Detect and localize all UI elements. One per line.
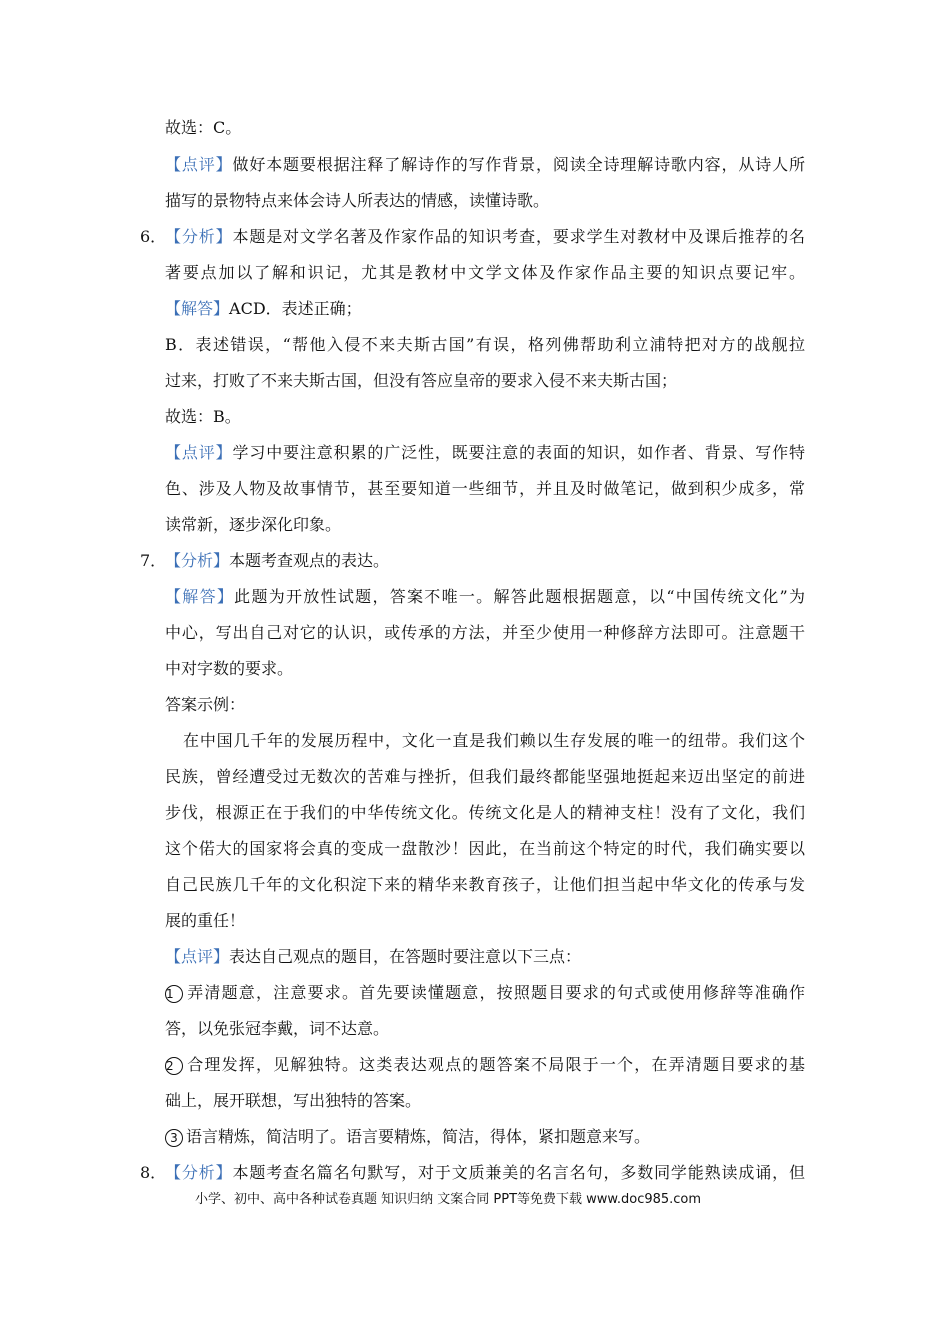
circled-number: 2 xyxy=(165,1057,183,1075)
q7-example-text-5: 自己民族几千年的文化积淀下来的精华来教育孩子，让他们担当起中华文化的传承与发 xyxy=(165,875,805,894)
q7-example-text-4: 这个偌大的国家将会真的变成一盘散沙！因此，在当前这个特定的时代，我们确实要以 xyxy=(165,839,805,858)
q6-analysis-text-1: 本题是对文学名著及作家作品的知识考查，要求学生对教材中及课后推荐的名 xyxy=(232,227,805,246)
q7-point-1 xyxy=(165,978,805,1008)
q7-comment xyxy=(165,942,805,972)
q7-answer-text-3: 中对字数的要求。 xyxy=(165,659,294,678)
analysis-tag: 【分析】 xyxy=(165,551,230,570)
circled-number: 1 xyxy=(165,985,183,1003)
q6-answer xyxy=(165,294,805,324)
q7-point-2-text-1: 合理发挥，见解独特。这类表达观点的题答案不局限于一个，在弄清题目要求的基 xyxy=(186,1055,805,1074)
q7-point-2-text-2: 础上，展开联想，写出独特的答案。 xyxy=(165,1091,422,1110)
q7-analysis xyxy=(165,546,805,576)
answer-tag: 【解答】 xyxy=(165,299,230,318)
q7-analysis-text-1: 本题考查观点的表达。 xyxy=(229,551,390,570)
q7-point-1-text-2: 答，以免张冠李戴，词不达意。 xyxy=(165,1019,390,1038)
answer-tag: 【解答】 xyxy=(165,587,235,606)
q8-analysis-text-1: 本题考查名篇名句默写，对于文质兼美的名言名句，多数同学能熟读成诵，但 xyxy=(232,1163,805,1182)
q6-comment xyxy=(165,438,805,468)
q6-comment-text-2: 色、涉及人物及故事情节，甚至要知道一些细节，并且及时做笔记，做到积少成多，常 xyxy=(165,479,805,498)
comment-tag: 【点评】 xyxy=(165,443,233,462)
q6-answer-text-2: B．表述错误，“帮他入侵不来夫斯古国”有误，格列佛帮助利立浦特把对方的战舰拉 xyxy=(165,335,805,354)
q7-example-text-2: 民族，曾经遭受过无数次的苦难与挫折，但我们最终都能坚强地挺起来迈出坚定的前进 xyxy=(165,767,805,786)
analysis-tag: 【分析】 xyxy=(165,227,233,246)
analysis-tag: 【分析】 xyxy=(165,1163,233,1182)
q7-example-label: 答案示例： xyxy=(165,695,246,714)
q5-comment-text-1: 做好本题要根据注释了解诗作的写作背景，阅读全诗理解诗歌内容，从诗人所 xyxy=(232,155,805,174)
q7-comment-text-1: 表达自己观点的题目，在答题时要注意以下三点： xyxy=(229,947,582,966)
q6-analysis-text-2: 著要点加以了解和识记，尤其是教材中文学文体及作家作品主要的知识点要记牢。 xyxy=(165,263,805,282)
q6-comment-text-3: 读常新，逐步深化印象。 xyxy=(165,515,342,534)
q7-point-3-text-1: 语言精炼，简洁明了。语言要精炼，简洁，得体，紧扣题意来写。 xyxy=(186,1127,651,1146)
question-number-8: 8． xyxy=(140,1163,167,1182)
q7-example-text-6: 展的重任！ xyxy=(165,911,246,930)
question-number-6: 6． xyxy=(140,227,167,246)
q6-comment-text-1: 学习中要注意积累的广泛性，既要注意的表面的知识，如作者、背景、写作特 xyxy=(232,443,805,462)
q7-answer-text-2: 中心，写出自己对它的认识，或传承的方法，并至少使用一种修辞方法即可。注意题干 xyxy=(165,623,805,642)
q5-comment-text-2: 描写的景物特点来体会诗人所表达的情感，读懂诗歌。 xyxy=(165,191,550,210)
q7-example-text-3: 步伐，根源正在于我们的中华传统文化。传统文化是人的精神支柱！没有了文化，我们 xyxy=(165,803,805,822)
q7-point-1-text-1: 弄清题意，注意要求。首先要读懂题意，按照题目要求的句式或使用修辞等准确作 xyxy=(186,983,805,1002)
q6-answer-text-1: ACD．表述正确； xyxy=(229,299,362,318)
question-number-7: 7． xyxy=(140,551,167,570)
page-footer: 小学、初中、高中各种试卷真题 知识归纳 文案合同 PPT等免费下载 www.doc985.com xyxy=(195,1192,702,1207)
q6-answer-text-3: 过来，打败了不来夫斯古国，但没有答应皇帝的要求入侵不来夫斯古国； xyxy=(165,371,678,390)
comment-tag: 【点评】 xyxy=(165,947,230,966)
comment-tag: 【点评】 xyxy=(165,155,233,174)
q6-analysis xyxy=(165,222,805,252)
q7-point-2 xyxy=(165,1050,805,1080)
q5-comment xyxy=(165,150,805,180)
q6-conclusion: 故选：B。 xyxy=(165,407,241,426)
q7-point-3 xyxy=(165,1122,805,1152)
q7-example-text-1: 在中国几千年的发展历程中，文化一直是我们赖以生存发展的唯一的纽带。我们这个 xyxy=(183,731,805,750)
q7-answer xyxy=(165,582,805,612)
q5-conclusion: 故选：C。 xyxy=(165,118,242,137)
q7-answer-text-1: 此题为开放性试题，答案不唯一。解答此题根据题意，以“中国传统文化”为 xyxy=(234,587,805,606)
circled-number: 3 xyxy=(165,1129,183,1147)
q8-analysis xyxy=(165,1158,805,1188)
